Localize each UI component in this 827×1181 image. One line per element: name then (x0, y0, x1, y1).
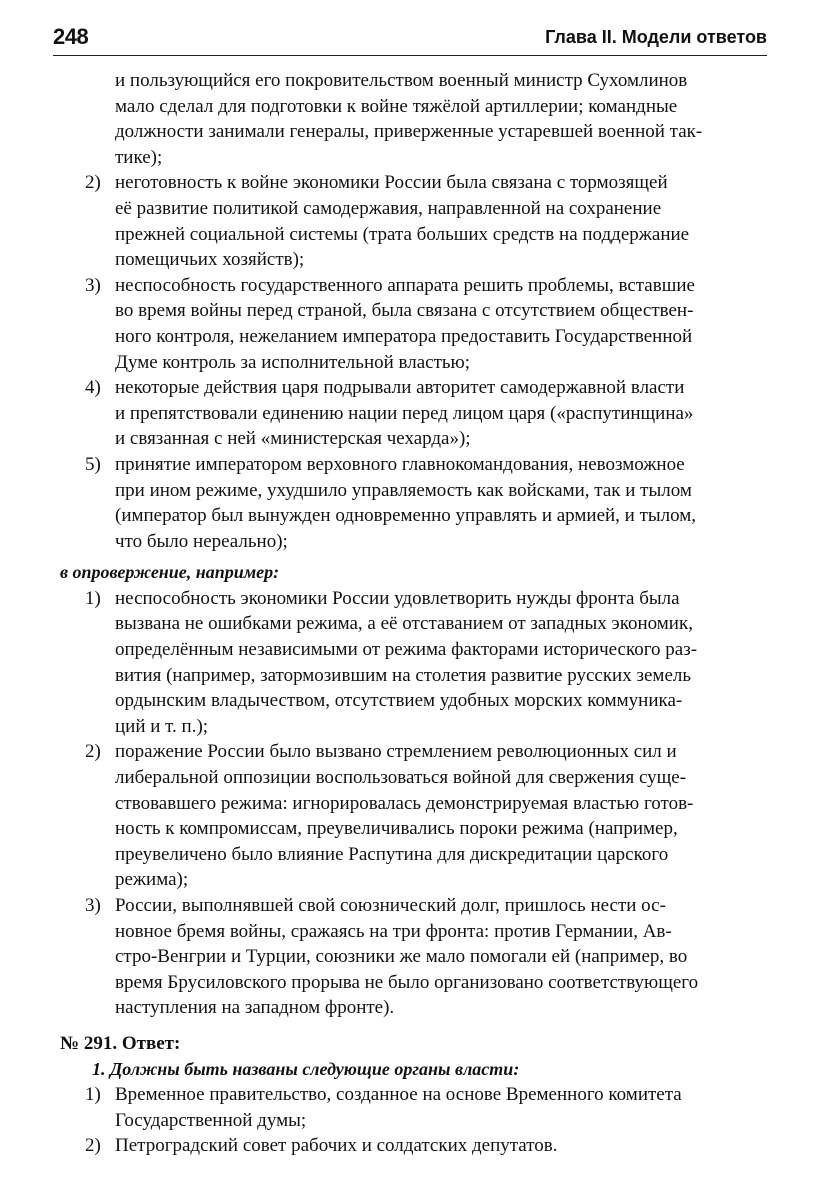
text-line: время Брусиловского прорыва не было организовано соответствующего (115, 971, 699, 993)
list-item-number: 3) (85, 274, 101, 296)
text-line: во время войны перед страной, была связана с отсутствием обществен- (115, 300, 694, 322)
refutation-heading: в опровержение, например: (60, 562, 280, 583)
text-line: наступления на западном фронте). (115, 997, 395, 1019)
header-rule (53, 55, 767, 56)
text-line: ствовавшего режима: игнорировалась демонстрируемая властью готов- (115, 792, 694, 814)
text-line: новное бремя войны, сражаясь на три фронта: против Германии, Ав- (115, 920, 672, 942)
text-line: либеральной оппозиции воспользоваться войной для свержения суще- (115, 767, 687, 789)
answer-subheading: 1. Должны быть названы следующие органы власти: (92, 1058, 520, 1079)
text-line: вызвана не ошибками режима, а её отставанием от западных экономик, (115, 613, 693, 635)
text-line: некоторые действия царя подрывали авторитет самодержавной власти (115, 377, 685, 399)
list-item (85, 375, 772, 452)
intro-paragraph (115, 68, 772, 170)
list-item (85, 1133, 772, 1159)
text-line: России, выполнявшей свой союзнический долг, пришлось нести ос- (115, 895, 666, 916)
text-line: Государственной думы; (115, 1109, 307, 1131)
list-item (85, 170, 772, 272)
text-line: определённым независимыми от режима факторами исторического раз- (115, 639, 698, 661)
list-item-number: 2) (85, 172, 101, 194)
text-line: прежней социальной системы (трата больших средств на поддержание (115, 223, 690, 245)
list-for (60, 170, 772, 554)
text-line: и связанная с ней «министерская чехарда»); (115, 428, 471, 450)
text-line: тике); (115, 146, 163, 168)
text-line: неспособность экономики России удовлетворить нужды фронта была (115, 587, 680, 609)
page-number: 248 (53, 24, 89, 49)
text-line: неготовность к войне экономики России была связана с тормозящей (115, 172, 668, 194)
text-line: ций и т. п.); (115, 715, 209, 737)
text-line: ность к компромиссам, преувеличивались пороки режима (например, (115, 818, 678, 840)
text-line: стро-Венгрии и Турции, союзники же мало помогали ей (например, во (115, 946, 688, 968)
text-line: Петроградский совет рабочих и солдатских депутатов. (115, 1135, 558, 1157)
text-line: и пользующийся его покровительством военный министр Сухомлинов (115, 70, 688, 91)
text-line: (император был вынужден одновременно управлять и армией, и тылом, (115, 505, 697, 527)
text-line: Думе контроль за исполнительной властью; (115, 351, 471, 373)
list-item (85, 586, 772, 740)
list-item (85, 739, 772, 893)
text-line: поражение России было вызвано стремлением революционных сил и (115, 741, 677, 763)
list-item-number: 1) (85, 587, 101, 609)
text-line: принятие императором верховного главнокомандования, невозможное (115, 453, 685, 475)
list-item (85, 893, 772, 1021)
list-against (60, 586, 772, 1021)
list-item (85, 1082, 772, 1133)
text-line: помещичьих хозяйств); (115, 249, 305, 271)
text-line: и препятствовали единению нации перед лицом царя («распутинщина» (115, 402, 694, 424)
list-item (85, 452, 772, 554)
text-line: преувеличено было влияние Распутина для дискредитации царского (115, 843, 669, 865)
text-line: режима); (115, 869, 189, 891)
list-item-number: 2) (85, 1135, 101, 1157)
text-line: её развитие политикой самодержавия, направленной на сохранение (115, 197, 662, 219)
list-item (85, 273, 772, 375)
page-header (53, 24, 767, 58)
text-line: ного контроля, нежеланием императора предоставить Государственной (115, 325, 693, 347)
text-line: должности занимали генералы, приверженные устаревшей военной так- (115, 121, 703, 143)
page-body (60, 68, 772, 1159)
text-line: неспособность государственного аппарата решить проблемы, вставшие (115, 274, 695, 296)
text-line: что было нереально); (115, 530, 288, 552)
list-item-number: 1) (85, 1084, 101, 1106)
text-line: вития (например, затормозившим на столетия развитие русских земель (115, 664, 692, 686)
text-line: мало сделал для подготовки к войне тяжёлой артиллерии; командные (115, 95, 678, 117)
chapter-title: Глава II. Модели ответов (545, 27, 767, 47)
list-item-number: 5) (85, 453, 101, 475)
answer-list (60, 1082, 772, 1159)
list-item-number: 4) (85, 377, 101, 399)
list-item-number: 3) (85, 895, 101, 916)
list-item-number: 2) (85, 741, 101, 763)
answer-heading: № 291. Ответ: (60, 1032, 181, 1054)
text-line: Временное правительство, созданное на основе Временного комитета (115, 1084, 682, 1106)
text-line: при ином режиме, ухудшило управляемость как войсками, так и тылом (115, 479, 692, 501)
text-line: ордынским владычеством, отсутствием удобных морских коммуника- (115, 690, 683, 712)
